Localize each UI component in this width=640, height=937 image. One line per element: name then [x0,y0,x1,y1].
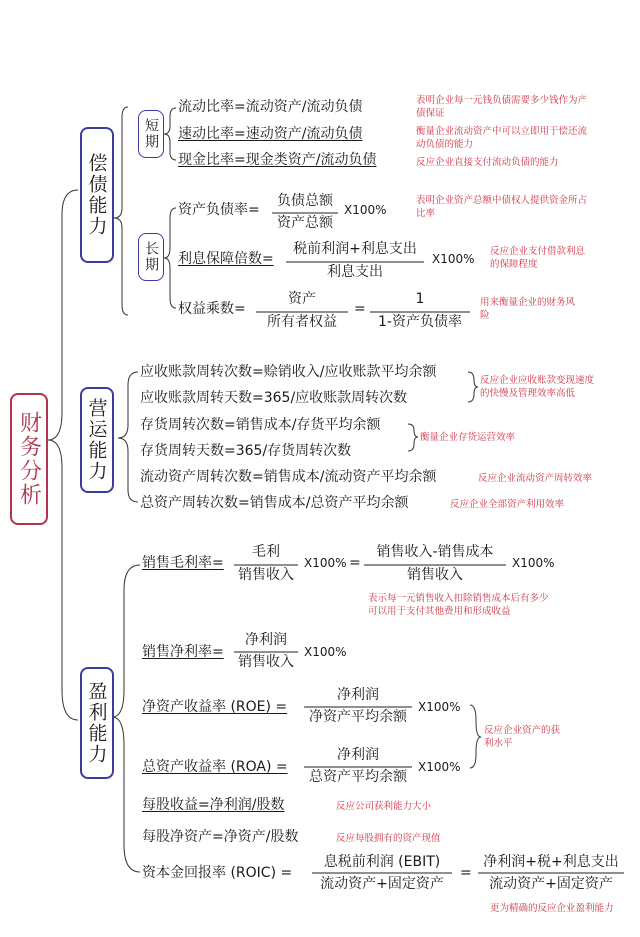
gross-margin-denominator: 销售收入 [238,567,294,583]
gross-margin-percent-2: X100% [512,556,555,570]
current-ratio-formula: 流动比率=流动资产/流动负债 [178,99,363,115]
subcategory-long-term: 长期 [138,233,164,281]
quick-ratio-formula: 速动比率=速动资产/流动负债 [178,126,363,142]
gross-margin-note: 表示每一元销售收入扣除销售成本后有多少可以用于支付其他费用和形成收益 [368,593,549,617]
roe-percent: X100% [418,700,461,714]
roic-equals: = [460,865,472,881]
current-asset-turnover-formula: 流动资产周转次数=销售成本/流动资产平均余额 [140,469,437,485]
equity-multiplier-denominator: 所有者权益 [267,314,337,330]
inventory-note: 衡量企业存货运营效率 [420,432,516,443]
debt-ratio-numerator: 负债总额 [277,193,333,209]
debt-ratio-note: 表明企业资产总额中债权人提供资金所占比率 [416,195,588,219]
roe-label: 净资产收益率 (ROE) = [142,699,288,715]
roic-denominator-2: 流动资产+固定资产 [489,876,613,892]
net-margin-numerator: 净利润 [245,632,287,648]
ar-note: 反应企业应收账款变现速度的快慢及管理效率高低 [480,375,595,399]
roic-label: 资本金回报率 (ROIC) = [142,865,293,881]
roic-note: 更为精确的反应企业盈利能力 [490,903,614,914]
interest-coverage-label: 利息保障倍数= [178,251,274,267]
gross-margin-denominator-2: 销售收入 [407,567,463,583]
subcategory-short-term: 短期 [138,110,164,158]
roe-roa-note: 反应企业资产的获利水平 [484,725,561,749]
category-solvency: 偿债能力 [80,127,114,263]
equity-multiplier-numerator: 资产 [288,291,316,307]
quick-ratio-note: 衡量企业流动资产中可以立即用于偿还流动负债的能力 [416,126,588,150]
equity-multiplier-denominator-2: 1-资产负债率 [378,314,462,330]
equity-multiplier-equals: = [354,301,366,317]
inventory-turnover-formula: 存货周转次数=销售成本/存货平均余额 [140,417,381,433]
gross-margin-numerator: 毛利 [252,544,280,560]
cash-ratio-note: 反应企业直接支付流动负债的能力 [416,157,559,168]
ar-days-formula: 应收账款周转天数=365/应收账款周转次数 [140,390,408,406]
roa-denominator: 总资产平均余额 [309,769,407,785]
bvps-formula: 每股净资产=净资产/股数 [142,829,299,845]
interest-coverage-percent: X100% [432,252,475,266]
roe-numerator: 净利润 [337,687,379,703]
net-margin-label: 销售净利率= [142,644,224,660]
equity-multiplier-note: 用来衡量企业的财务风险 [480,297,576,321]
roa-label: 总资产收益率 (ROA) = [142,759,288,775]
category-operation: 营运能力 [80,387,114,493]
roic-numerator-2: 净利润+税+利息支出 [483,854,619,870]
gross-margin-percent: X100% [304,556,347,570]
roic-denominator: 流动资产+固定资产 [320,876,444,892]
interest-coverage-note: 反应企业支付借款利息的保障程度 [490,246,586,270]
gross-margin-label: 销售毛利率= [142,555,224,571]
debt-ratio-denominator: 资产总额 [277,215,333,231]
debt-ratio-label: 资产负债率= [178,202,260,218]
debt-ratio-percent: X100% [344,203,387,217]
interest-coverage-denominator: 利息支出 [327,264,383,280]
total-asset-turnover-formula: 总资产周转次数=销售成本/总资产平均余额 [140,495,409,511]
gross-margin-equals: = [349,555,361,571]
roe-denominator: 净资产平均余额 [309,709,407,725]
eps-note: 反应公司获利能力大小 [336,801,432,812]
bvps-note: 反应每股拥有的资产现值 [336,833,441,844]
inventory-days-formula: 存货周转天数=365/存货周转次数 [140,443,352,459]
current-asset-turnover-note: 反应企业流动资产周转效率 [478,473,593,484]
current-ratio-note: 表明企业每一元钱负债需要多少钱作为产债保证 [416,95,588,119]
gross-margin-numerator-2: 销售收入-销售成本 [376,544,494,560]
total-asset-turnover-note: 反应企业全部资产利用效率 [450,499,565,510]
cash-ratio-formula: 现金比率=现金类资产/流动负债 [178,152,377,168]
roic-numerator: 息税前利润 (EBIT) [323,854,441,870]
interest-coverage-numerator: 税前利润+利息支出 [293,241,417,257]
roa-numerator: 净利润 [337,747,379,763]
ar-turnover-formula: 应收账款周转次数=赊销收入/应收账款平均余额 [140,364,437,380]
category-profit: 盈利能力 [80,667,114,779]
net-margin-percent: X100% [304,645,347,659]
equity-multiplier-label: 权益乘数= [178,301,246,317]
root-node: 财务分析 [10,393,48,525]
net-margin-denominator: 销售收入 [238,654,294,670]
roa-percent: X100% [418,760,461,774]
eps-formula: 每股收益=净利润/股数 [142,797,285,813]
equity-multiplier-numerator-2: 1 [415,291,425,307]
